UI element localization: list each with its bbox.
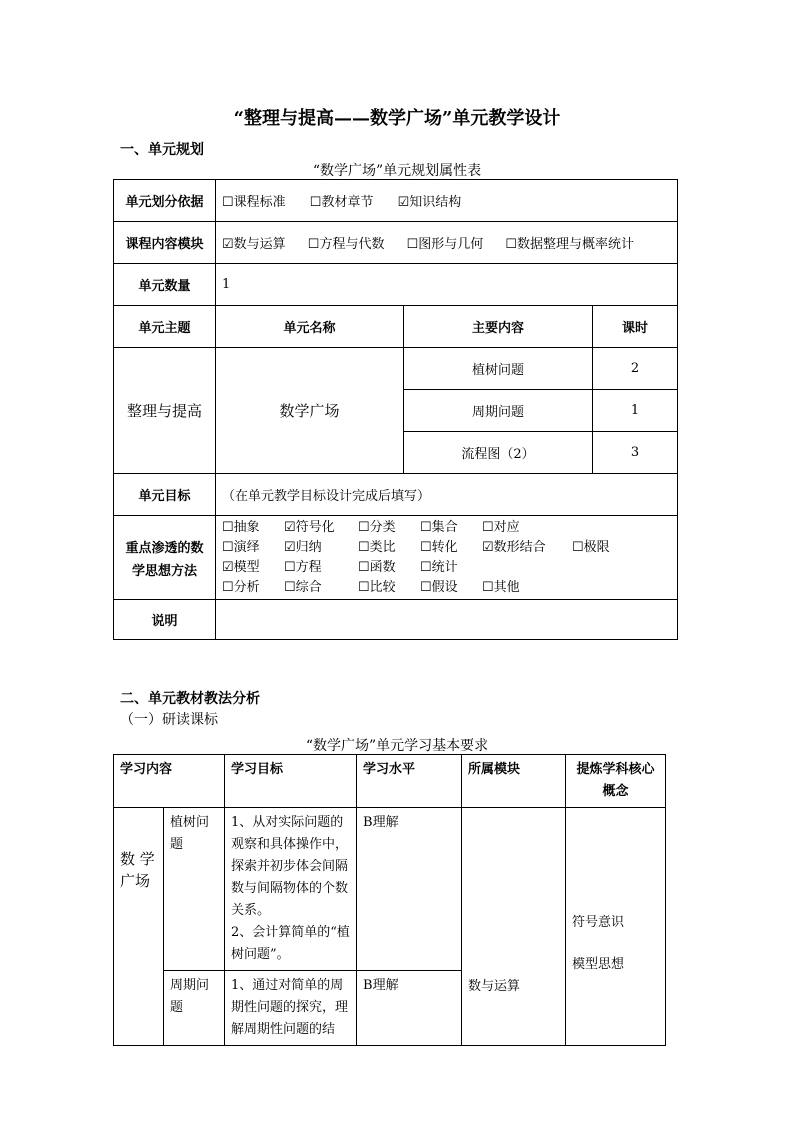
checkbox-textbook-chapter[interactable]: ☐教材章节 [309,195,374,210]
checkbox-analogy[interactable]: ☐类比 [358,539,396,555]
checkbox-statistics[interactable]: ☐数据整理与概率统计 [505,237,635,252]
unit-plan-table [113,179,678,640]
level-cell: B理解 [357,808,462,971]
header-learning-content: 学习内容 [114,755,225,808]
content-item: 流程图（2） [404,432,593,474]
checkbox-correspondence[interactable]: ☐对应 [482,519,520,535]
basis-options [216,180,678,222]
module-label: 课程内容模块 [114,222,216,264]
checkbox-abstraction[interactable]: ☐抽象 [222,519,260,535]
methods-options [216,516,678,600]
learning-requirements-table [113,754,666,1046]
core-concepts-cell [566,808,666,1046]
goal-cell: 1、从对实际问题的观察和具体操作中，探索并初步体会间隔数与间隔物体的个数关系。 2、会计算简单的“植树问题”。 [225,808,357,971]
checkbox-model[interactable]: ☑模型 [222,559,260,575]
module-cell: 数与运算 [462,808,566,1046]
unit-name-header: 单元名称 [216,306,404,348]
content-item: 周期问题 [404,390,593,432]
subheading-curriculum: （一）研读课标 [120,712,218,728]
checkbox-equation-algebra[interactable]: ☐方程与代数 [307,237,385,252]
checkbox-transformation[interactable]: ☐转化 [420,539,458,555]
note-label: 说明 [114,600,216,640]
checkbox-comparison[interactable]: ☐比较 [358,579,396,595]
basis-label: 单元划分依据 [114,180,216,222]
theme-value: 整理与提高 [114,348,216,474]
unit-count-label: 单元数量 [114,264,216,306]
methods-label [114,516,216,600]
checkbox-set[interactable]: ☐集合 [420,519,458,535]
checkbox-deduction[interactable]: ☐演绎 [222,539,260,555]
checkbox-symbolization[interactable]: ☑符号化 [284,519,335,535]
document-title: “整理与提高——数学广场”单元教学设计 [233,108,561,129]
checkbox-function[interactable]: ☐函数 [358,559,396,575]
checkbox-limit[interactable]: ☐极限 [572,539,610,555]
topic-cell: 周期问题 [164,971,225,1046]
main-content-header: 主要内容 [404,306,593,348]
content-item: 植树问题 [404,348,593,390]
checkbox-knowledge-structure[interactable]: ☑知识结构 [397,195,462,210]
hours-header: 课时 [593,306,678,348]
unit-goal-label: 单元目标 [114,474,216,516]
content-hours: 3 [593,432,678,474]
checkbox-hypothesis[interactable]: ☐假设 [420,579,458,595]
goal-cell: 1、通过对简单的周期性问题的探究，理解周期性问题的结 [225,971,357,1046]
checkbox-induction[interactable]: ☑归纳 [284,539,322,555]
unit-name-value: 数学广场 [216,348,404,474]
core-concept: 符号意识 [572,915,625,930]
content-hours: 2 [593,348,678,390]
checkbox-geometry[interactable]: ☐图形与几何 [406,237,484,252]
methods-line [222,538,671,558]
note-value [216,600,678,640]
methods-label-line: 学思想方法 [131,563,197,579]
header-learning-goal: 学习目标 [225,755,357,808]
checkbox-classification[interactable]: ☐分类 [358,519,396,535]
content-hours: 1 [593,390,678,432]
core-concept: 模型思想 [572,957,625,972]
unit-goal-value: （在单元教学目标设计完成后填写） [216,474,678,516]
level-cell: B理解 [357,971,462,1046]
methods-label-line: 重点渗透的数 [125,540,204,556]
unit-name-cell: 数 学 广场 [114,808,164,1046]
checkbox-synthesis[interactable]: ☐综合 [284,579,322,595]
checkbox-number-shape[interactable]: ☑数形结合 [482,539,546,555]
checkbox-course-standard[interactable]: ☐课程标准 [222,195,286,210]
header-module: 所属模块 [462,755,566,808]
section-heading-analysis: 二、单元教材教法分析 [120,691,260,707]
topic-cell: 植树问题 [164,808,225,971]
unit-count-value: 1 [216,264,678,306]
methods-line [222,558,671,578]
section-heading-unit-plan: 一、单元规划 [120,142,204,158]
table-caption-plan: “数学广场”单元规划属性表 [312,163,482,179]
checkbox-number-operation[interactable]: ☑数与运算 [222,237,286,252]
header-core-concepts: 提炼学科核心概念 [566,755,666,808]
methods-line [222,518,671,538]
module-options [216,222,678,264]
theme-header: 单元主题 [114,306,216,348]
header-learning-level: 学习水平 [357,755,462,808]
checkbox-other[interactable]: ☐其他 [482,579,520,595]
checkbox-equation[interactable]: ☐方程 [284,559,322,575]
methods-line [222,578,671,598]
checkbox-statistics-method[interactable]: ☐统计 [420,559,458,575]
checkbox-analysis[interactable]: ☐分析 [222,579,260,595]
table-caption-requirements: “数学广场”单元学习基本要求 [305,738,489,754]
